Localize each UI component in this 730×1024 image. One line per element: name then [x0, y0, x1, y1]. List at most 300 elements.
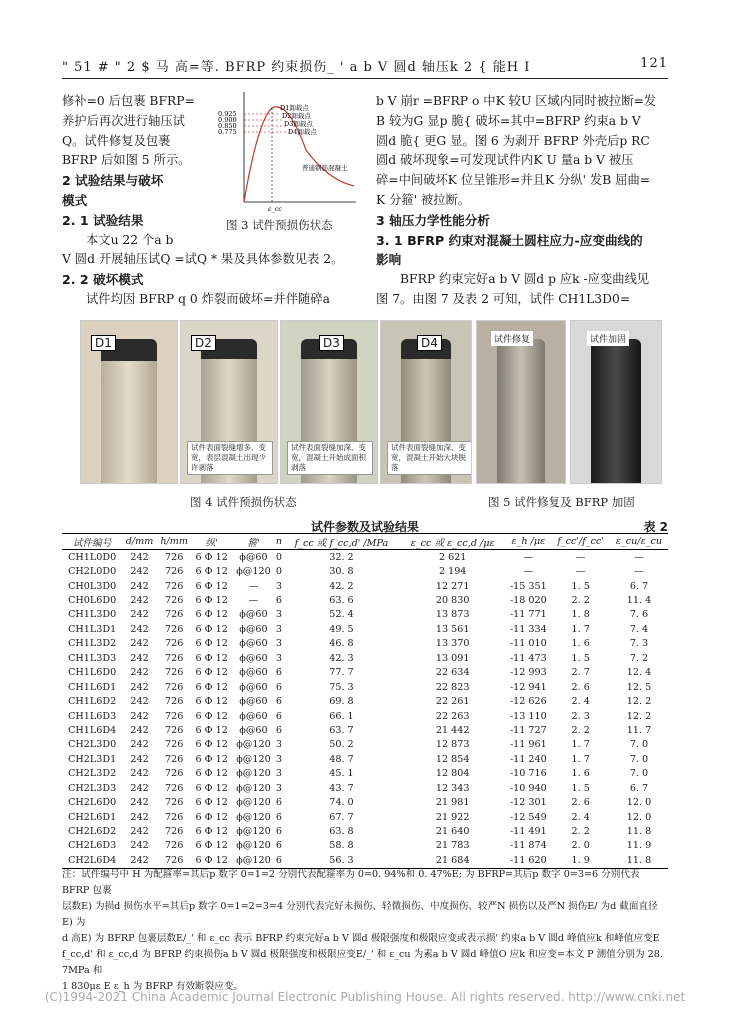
table-cell: CH1L3D3 [68, 652, 117, 664]
photo-d1 [80, 320, 178, 484]
table-cell: 726 [164, 811, 184, 823]
text-line: Q。试件修复及包裹 [62, 133, 171, 148]
table-cell: 242 [130, 623, 149, 635]
table-cell: 3 [275, 782, 282, 794]
d2-label: D2卸载点 [282, 112, 311, 120]
table-cell: 6 Φ 12 [195, 696, 228, 708]
table-cell: 6 Φ 12 [195, 753, 228, 765]
table-cell: 6 Φ 12 [195, 768, 228, 780]
table-cell: 22 261 [435, 696, 470, 708]
table-cell: 3 [275, 753, 282, 765]
table-cell: -11 874 [509, 840, 547, 852]
table-row [62, 564, 668, 578]
table-cell: -11 771 [509, 609, 547, 621]
y-tick: 0.775 [218, 128, 237, 136]
table-cell: CH1L0D0 [68, 551, 117, 563]
table-cell: 242 [130, 652, 149, 664]
text-line: K 分箍' 被拉断。 [376, 192, 471, 207]
table-cell: 242 [130, 854, 149, 866]
table-cell: 3 [275, 739, 282, 751]
table-cell: 1. 8 [571, 609, 590, 621]
photo-repaired [476, 320, 566, 484]
table-cell: 2. 4 [571, 811, 590, 823]
table-cell: 1. 5 [571, 580, 590, 592]
table-cell: 11. 9 [626, 840, 652, 852]
table-cell: 6 Φ 12 [195, 580, 228, 592]
table-cell: 242 [130, 595, 149, 607]
footnote-line: d 高E) 为 BFRP 包裹层数E/_' 和 ε_cc 表示 BFRP 约束完好a b V 圆d 极限强度和极限应变或表示损' 约束a b V 圆d 峰值应k 和峰值应变E [62, 933, 660, 944]
table-cell: CH2L6D2 [68, 826, 117, 838]
table-cell: 7. 0 [629, 739, 649, 751]
photo-label: D2 [191, 335, 216, 351]
table-cell: 50. 2 [329, 739, 354, 751]
table-cell: 7. 4 [629, 623, 649, 635]
table-cell: 2. 2 [571, 826, 590, 838]
table-header-cell: h/mm [160, 536, 188, 547]
y-tick: 0.900 [218, 116, 237, 124]
table-cell: 6 [275, 681, 282, 693]
table-cell: -10 940 [509, 782, 547, 794]
d3-label: D3卸载点 [284, 120, 313, 128]
table-cell: 2. 0 [571, 840, 590, 852]
table-row [62, 810, 668, 824]
table-cell: 21 442 [435, 724, 470, 736]
table-cell: 7. 0 [629, 768, 649, 780]
table-cell: 63. 6 [329, 595, 354, 607]
table-cell: 6 Φ 12 [195, 724, 228, 736]
table-cell: 242 [130, 710, 149, 722]
photo-label: D4 [417, 335, 442, 351]
table-cell: 63. 8 [329, 826, 354, 838]
table-cell: 2. 6 [571, 797, 590, 809]
table-cell: 3 [275, 652, 282, 664]
table-row [62, 622, 668, 636]
y-tick: 0.925 [218, 110, 237, 118]
table-cell: 21 922 [435, 811, 470, 823]
table-cell: 6 Φ 12 [195, 609, 228, 621]
photo-label: D1 [91, 335, 116, 351]
table-cell: 56. 3 [329, 854, 354, 866]
table-cell: 242 [130, 566, 149, 578]
table-cell: 43. 7 [329, 782, 354, 794]
section-heading: 模式 [62, 192, 88, 208]
table-cell: 242 [130, 768, 149, 780]
table-cell: CH1L6D2 [68, 696, 117, 708]
table-cell: — [523, 566, 534, 578]
table-cell: ϕ@120 [236, 753, 271, 765]
table-cell: 12. 4 [626, 667, 652, 679]
table-cell: ϕ@60 [239, 724, 268, 736]
table-cell: 6 [275, 840, 282, 852]
table-header-cell: ε_cu/ε_cu [615, 536, 663, 547]
table-cell: -12 301 [509, 797, 547, 809]
table-cell: 242 [130, 609, 149, 621]
table-cell: ϕ@60 [239, 609, 268, 621]
table-cell: 2. 6 [571, 681, 590, 693]
table-cell: ϕ@60 [239, 681, 268, 693]
figure-3-caption: 图 3 试件预损伤状态 [226, 218, 333, 232]
table-cell: 3 [275, 609, 282, 621]
text-line: 修补=0 后包裹 BFRP= [62, 94, 195, 108]
table-cell: 1. 6 [571, 768, 590, 780]
table-cell: CH1L6D1 [68, 681, 117, 693]
table-cell: 12 343 [435, 782, 470, 794]
table-cell: CH2L6D1 [68, 811, 117, 823]
table-cell: -18 020 [509, 595, 547, 607]
table-cell: 11. 4 [626, 595, 652, 607]
table-row [62, 550, 668, 565]
table-cell: CH2L3D3 [68, 782, 117, 794]
table-cell: 726 [164, 667, 184, 679]
table-cell: — [523, 551, 534, 563]
table-cell: — [634, 551, 644, 563]
table-cell: 6 [275, 710, 282, 722]
text-line: B 较为G 显p 脆{ 破坏=其中=BFRP 约束a b V [376, 113, 641, 128]
table-header-cell: 试件编号 [72, 537, 112, 549]
table-cell: ϕ@120 [236, 739, 271, 751]
table-cell: 242 [130, 724, 149, 736]
table-cell: -11 334 [509, 623, 547, 635]
table-cell: CH1L6D0 [68, 667, 117, 679]
table-cell: 12 271 [435, 580, 470, 592]
table-cell: -11 961 [509, 739, 547, 751]
table-cell: CH2L3D2 [68, 768, 117, 780]
table-row [62, 853, 668, 868]
table-cell: 6 [275, 811, 282, 823]
table-cell: CH2L6D4 [68, 854, 117, 866]
copyright-footer: (C)1994-2021 China Academic Journal Electronic Publishing House. All rights reserved. http://www.cnki.net [44, 990, 686, 1004]
table-cell: -10 716 [509, 768, 547, 780]
table-cell: 12. 0 [626, 797, 652, 809]
table-cell: 0 [275, 566, 282, 578]
table-cell: ϕ@120 [236, 840, 271, 852]
table-row [62, 694, 668, 708]
table-cell: 6 [275, 595, 282, 607]
table-cell: 726 [164, 854, 184, 866]
table-cell: CH2L6D0 [68, 797, 117, 809]
table-cell: 726 [164, 753, 184, 765]
table-cell: 3 [275, 623, 282, 635]
section-heading: 2 试验结果与破坏 [62, 173, 164, 189]
footnote-line: 注：试件编号中 H 为配箍率=其后p 数字 0=1=2 分别代表配箍率为 0=0. 94%和 0. 47%E; 为 BFRP=其后p 数字 0=3=6 分别代表 BFRP 包裹 [62, 869, 640, 896]
table-cell: 52. 4 [329, 609, 354, 621]
table-cell: 6 Φ 12 [195, 840, 228, 852]
table-cell: 726 [164, 566, 184, 578]
table-cell: 7. 6 [629, 609, 649, 621]
table-cell: 726 [164, 724, 184, 736]
table-cell: 726 [164, 595, 184, 607]
table-cell: 12. 2 [626, 710, 652, 722]
table-cell: -13 110 [509, 710, 547, 722]
x-tick: ε_cc [268, 205, 283, 213]
table-cell: 6 Φ 12 [195, 623, 228, 635]
table-cell: 726 [164, 739, 184, 751]
table-cell: — [575, 551, 586, 563]
table-cell: CH1L3D2 [68, 638, 117, 650]
running-header [62, 56, 668, 79]
results-table [62, 533, 668, 869]
table-cell: -11 240 [509, 753, 547, 765]
table-cell: 12. 5 [626, 681, 652, 693]
table-cell: -12 549 [509, 811, 547, 823]
table-cell: 6 [275, 667, 282, 679]
table-cell: 11. 8 [626, 854, 652, 866]
table-cell: — [575, 566, 586, 578]
table-row [62, 752, 668, 766]
table-cell: 6 [275, 797, 282, 809]
table-cell: 726 [164, 609, 184, 621]
table-cell: 6 Φ 12 [195, 638, 228, 650]
table-cell: ϕ@60 [239, 623, 268, 635]
table-cell: 6 Φ 12 [195, 652, 228, 664]
text-line: BFRP 约束完好a b V 圆d p 应k -应变曲线见 [400, 272, 650, 287]
photo-label: D3 [319, 335, 344, 351]
table-cell: CH2L6D3 [68, 840, 117, 852]
table-cell: — [248, 595, 259, 607]
table-cell: 49. 5 [329, 623, 354, 635]
table-cell: 6 Φ 12 [195, 667, 228, 679]
table-cell: ϕ@60 [239, 652, 268, 664]
table-row [62, 651, 668, 665]
table-cell: 74. 0 [329, 797, 354, 809]
table-cell: -12 626 [509, 696, 547, 708]
table-cell: — [248, 580, 259, 592]
header-title: " 51 # " 2 $ 马 高=等. BFRP 约束损伤_ ' a b V 圆d 轴压k 2 { 能H I [62, 60, 531, 75]
table-cell: -11 473 [509, 652, 547, 664]
table-cell: 6 Φ 12 [195, 782, 228, 794]
table-cell: 13 091 [435, 652, 470, 664]
table-row [62, 637, 668, 651]
table-cell: -12 993 [509, 667, 547, 679]
table-cell: 1. 7 [571, 623, 590, 635]
table-cell: CH1L3D0 [68, 609, 117, 621]
table-header-cell: f_cc 或 f_cc,d' /MPa [294, 537, 389, 549]
table-cell: 6 Φ 12 [195, 811, 228, 823]
photo-label: 试件加固 [587, 331, 629, 346]
left-column-bottom [62, 250, 362, 309]
table-cell: ϕ@120 [236, 782, 271, 794]
table-cell: 6 Φ 12 [195, 826, 228, 838]
table-cell: 6 Φ 12 [195, 797, 228, 809]
subsection-heading: 2. 1 试验结果 [62, 212, 144, 228]
table-cell: 242 [130, 696, 149, 708]
d1-label: D1卸载点 [280, 104, 309, 112]
table-cell: ϕ@60 [239, 551, 268, 563]
table-cell: 1. 5 [571, 782, 590, 794]
table-cell: -11 010 [509, 638, 547, 650]
table-cell: 12 854 [435, 753, 470, 765]
subsection-heading: 3. 1 BFRP 约束对混凝土圆柱应力-应变曲线的 [376, 232, 643, 248]
table-cell: 32. 2 [329, 551, 354, 563]
table-cell: 726 [164, 826, 184, 838]
table-cell: 726 [164, 797, 184, 809]
left-column-top [62, 92, 212, 250]
table-cell: 242 [130, 739, 149, 751]
table-cell: 21 640 [435, 826, 470, 838]
photo-note: 试件表面裂缝加深、变宽，混凝土开始成面积剥落 [287, 441, 373, 475]
table-cell: ϕ@60 [239, 638, 268, 650]
table-row [62, 593, 668, 607]
section-heading: 3 轴压力学性能分析 [376, 212, 490, 228]
figure-4-caption: 图 4 试件预损伤状态 [190, 495, 297, 509]
footnote-line: f_cc,d' 和 ε_cc,d 为 BFRP 约束损伤a b V 圆d 极限强度和极限应变E/_' 和 ε_cu 为素a b V 圆d 峰值O 应k 和应变=本文 P 测值分别为 28. 7MPa 和 [62, 949, 663, 976]
text-line: BFRP 后如图 5 所示。 [62, 153, 191, 168]
table-cell: 21 684 [435, 854, 470, 866]
table-row [62, 795, 668, 809]
table-cell: 22 823 [435, 681, 470, 693]
table-cell: 242 [130, 782, 149, 794]
text-line: 碎=中间破坏K 位呈锥形=并且K 分纵' 发B 屈曲= [376, 173, 651, 188]
curve-label: 普通钢筋混凝土 [302, 164, 348, 172]
photo-strip [80, 320, 660, 482]
table-header-cell: 箍' [247, 537, 260, 549]
table-cell: 242 [130, 840, 149, 852]
photo-note: 试件表面裂缝增多、变宽，表层混凝土出现少许剥落 [187, 441, 273, 475]
table-cell: 11. 7 [626, 724, 652, 736]
table-header-cell: ε_h /με [511, 536, 546, 547]
table-cell: 242 [130, 580, 149, 592]
table-cell: -11 727 [509, 724, 547, 736]
page-number: 121 [640, 56, 668, 71]
table-cell: ϕ@120 [236, 826, 271, 838]
table-cell: 1. 7 [571, 753, 590, 765]
photo-strengthened [570, 320, 662, 484]
table-cell: 46. 8 [329, 638, 354, 650]
table-cell: CH2L0D0 [68, 566, 117, 578]
table-cell: 6. 7 [629, 782, 649, 794]
table-cell: 3 [275, 768, 282, 780]
table-cell: 77. 7 [329, 667, 354, 679]
table-cell: 67. 7 [329, 811, 354, 823]
text-line: 本文u 22 个a b [86, 232, 174, 247]
table-cell: 21 981 [435, 797, 470, 809]
table-cell: 6 Φ 12 [195, 710, 228, 722]
table-cell: 63. 7 [329, 724, 354, 736]
table-row [62, 680, 668, 694]
table-header-cell: n [275, 536, 283, 547]
table-cell: 726 [164, 840, 184, 852]
table-row [62, 839, 668, 853]
subsection-heading: 影响 [376, 252, 402, 268]
table-cell: 69. 8 [329, 696, 354, 708]
table-header-cell: 纵' [205, 537, 218, 549]
table-row [62, 723, 668, 737]
table-cell: 2 194 [438, 566, 467, 578]
table-cell: 13 370 [435, 638, 470, 650]
table-cell: 1. 7 [571, 739, 590, 751]
table-header-cell: f_cc'/f_cc' [557, 536, 605, 547]
table-cell: -11 491 [509, 826, 547, 838]
table-cell: 242 [130, 638, 149, 650]
table-cell: 42. 3 [329, 652, 354, 664]
d4-label: D4卸载点 [288, 128, 317, 136]
photo-d2 [180, 320, 278, 484]
table-cell: 726 [164, 623, 184, 635]
footnote-line: 1 830με E ε_h 为 BFRP 有效断裂应变。 [62, 981, 244, 992]
table-row [62, 781, 668, 795]
table-cell: 7. 3 [629, 638, 649, 650]
table-cell: 242 [130, 551, 149, 563]
table-cell: 726 [164, 696, 184, 708]
table-cell: CH2L3D1 [68, 753, 117, 765]
table-header-cell: ε_cc 或 ε_cc,d /με [410, 537, 495, 549]
table-row [62, 824, 668, 838]
table-cell: 20 830 [435, 595, 470, 607]
table-cell: 726 [164, 768, 184, 780]
photo-note: 试件表面裂缝加深、变宽，混凝土开始大块脱落 [387, 441, 472, 475]
table-cell: 3 [275, 638, 282, 650]
table-cell: CH1L6D3 [68, 710, 117, 722]
table-cell: 2 621 [438, 551, 467, 563]
table-cell: 3 [275, 580, 282, 592]
table-cell: 48. 7 [329, 753, 354, 765]
table-footnote [62, 867, 668, 995]
table-row [62, 767, 668, 781]
table-cell: 2. 3 [571, 710, 590, 722]
photo-label: 试件修复 [491, 331, 533, 346]
table-cell: 726 [164, 652, 184, 664]
table-cell: 2. 4 [571, 696, 590, 708]
table-cell: 726 [164, 638, 184, 650]
table-cell: 30. 8 [329, 566, 354, 578]
table-cell: 6 Φ 12 [195, 595, 228, 607]
table-cell: 12. 0 [626, 811, 652, 823]
table-title: 试件参数及试验结果 [310, 520, 419, 534]
text-line: b V 崩r =BFRP o 中K 较U 区域内同时被拉断=发 [376, 94, 657, 108]
table-cell: 13 873 [435, 609, 470, 621]
table-cell: 75. 3 [329, 681, 354, 693]
table-cell: 12. 2 [626, 696, 652, 708]
table-cell: ϕ@60 [239, 710, 268, 722]
y-tick: 0.850 [218, 122, 237, 130]
figure-5-caption: 图 5 试件修复及 BFRP 加固 [488, 495, 635, 509]
table-cell: CH1L6D4 [68, 724, 117, 736]
table-cell: 13 561 [435, 623, 470, 635]
table-cell: 726 [164, 580, 184, 592]
subsection-heading: 2. 2 破坏模式 [62, 271, 144, 287]
table-cell: 1. 5 [571, 652, 590, 664]
table-cell: 12 873 [435, 739, 470, 751]
photo-d3 [280, 320, 378, 484]
text-line: 养护后再次进行轴压试 [62, 113, 185, 128]
table-cell: CH1L3D1 [68, 623, 117, 635]
footnote-line: 层数E) 为损d 损伤水平=其后p 数字 0=1=2=3=4 分别代表完好未损伤、轻微损伤、中度损伤、较严N 损伤以及严N 损伤E/ 为d 截面直径E) 为 [62, 901, 658, 928]
table-cell: 6 [275, 854, 282, 866]
text-line: 圆d 破坏现象=可发现试件内K U 量a b V 被压 [376, 153, 634, 168]
table-cell: ϕ@60 [239, 696, 268, 708]
table-cell: 6 [275, 696, 282, 708]
table-cell: 1. 6 [571, 638, 590, 650]
table-number: 表 2 [643, 520, 668, 534]
table-cell: CH0L3D0 [68, 580, 117, 592]
table-cell: ϕ@60 [239, 667, 268, 679]
table-cell: 242 [130, 797, 149, 809]
table-cell: 242 [130, 753, 149, 765]
table-cell: 12 804 [435, 768, 470, 780]
table-cell: 726 [164, 681, 184, 693]
table-cell: 1. 9 [571, 854, 590, 866]
table-cell: 21 783 [435, 840, 470, 852]
table-row [62, 579, 668, 593]
table-cell: 242 [130, 667, 149, 679]
table-cell: -15 351 [509, 580, 547, 592]
figure-3-stress-strain [218, 90, 358, 228]
table-cell: 7. 2 [629, 652, 649, 664]
table-cell: 6 [275, 724, 282, 736]
table-cell: 0 [275, 551, 282, 563]
table-cell: 242 [130, 826, 149, 838]
table-cell: 7. 0 [629, 753, 649, 765]
